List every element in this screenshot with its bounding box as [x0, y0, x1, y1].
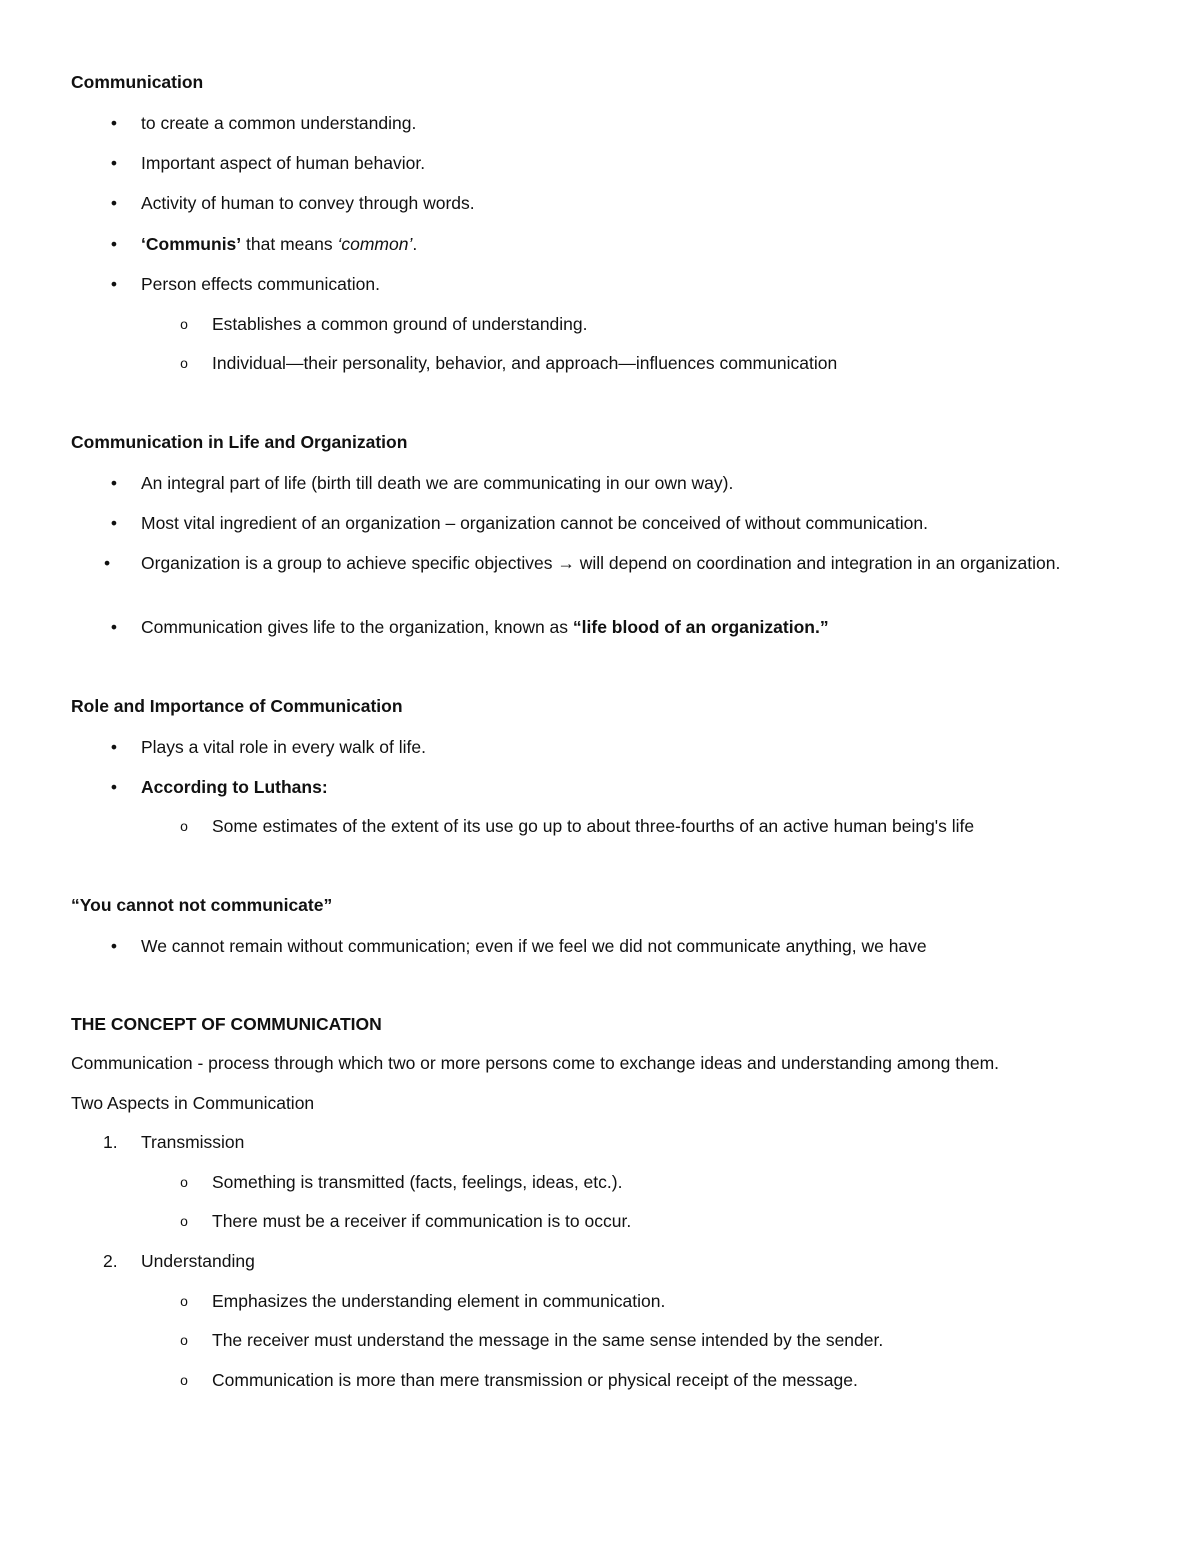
list-item: • Person effects communication. — [141, 273, 1130, 296]
sub-list-item: o Establishes a common ground of understanding. — [212, 313, 1130, 336]
section-heading-role-importance: Role and Importance of Communication — [71, 696, 403, 716]
bullet-icon: • — [110, 513, 118, 533]
sub-list-item: o There must be a receiver if communication is to occur. — [212, 1210, 1130, 1233]
list-item: • Organization is a group to achieve specific objectives → will depend on coordination and integration in an organization. — [104, 553, 1061, 573]
list-item: • Most vital ingredient of an organization – organization cannot be conceived of without communication. — [141, 512, 1130, 535]
bullet-icon: • — [110, 617, 118, 637]
list-item: • Important aspect of human behavior. — [141, 152, 1130, 175]
list-item: • Plays a vital role in every walk of life. — [141, 736, 1130, 759]
bullet-icon: • — [110, 274, 118, 294]
sub-list-item: o The receiver must understand the message in the same sense intended by the sender. — [212, 1329, 1130, 1352]
list-item: • ‘Communis’ that means ‘common’. — [141, 233, 1130, 256]
sub-bullet-icon: o — [180, 355, 188, 371]
list-number: 2. — [103, 1251, 118, 1271]
sub-bullet-icon: o — [180, 1372, 188, 1388]
bullet-icon: • — [104, 553, 111, 573]
list-number: 1. — [103, 1132, 118, 1152]
bullet-icon: • — [110, 193, 118, 213]
list-item: • Activity of human to convey through words. — [141, 192, 1130, 215]
sub-list-item: o Something is transmitted (facts, feelings, ideas, etc.). — [212, 1171, 1130, 1194]
sub-list-item: o Individual—their personality, behavior, and approach—influences communication — [212, 352, 1130, 375]
subheading-two-aspects: Two Aspects in Communication — [71, 1093, 315, 1113]
bullet-icon: • — [110, 473, 118, 493]
bullet-icon: • — [110, 113, 118, 133]
bullet-icon: • — [110, 936, 118, 956]
section-heading-concept: THE CONCEPT OF COMMUNICATION — [71, 1014, 382, 1034]
bullet-icon: • — [110, 234, 118, 254]
bullet-icon: • — [110, 737, 118, 757]
numbered-item: 2. Understanding — [103, 1251, 255, 1271]
sub-list-item: o Some estimates of the extent of its use go up to about three-fourths of an active human being's life — [212, 815, 1130, 838]
sub-bullet-icon: o — [180, 1174, 188, 1190]
sub-bullet-icon: o — [180, 1213, 188, 1229]
sub-bullet-icon: o — [180, 316, 188, 332]
bullet-icon: • — [110, 777, 118, 797]
numbered-item: 1. Transmission — [103, 1132, 245, 1152]
sub-list-item: o Communication is more than mere transmission or physical receipt of the message. — [212, 1369, 1130, 1392]
list-item: • We cannot remain without communication; even if we feel we did not communicate anything, we have — [141, 935, 1130, 958]
definition-paragraph: Communication - process through which two or more persons come to exchange ideas and understanding among them. — [71, 1053, 1000, 1073]
list-item: • to create a common understanding. — [141, 112, 1130, 135]
list-item: • According to Luthans: — [141, 776, 1130, 799]
section-heading-life-organization: Communication in Life and Organization — [71, 432, 408, 452]
sub-bullet-icon: o — [180, 1293, 188, 1309]
list-item: • Communication gives life to the organization, known as “life blood of an organization.” — [141, 616, 1130, 639]
list-item: • An integral part of life (birth till death we are communicating in our own way). — [141, 472, 1130, 495]
sub-bullet-icon: o — [180, 818, 188, 834]
section-heading-cannot-not-communicate: “You cannot not communicate” — [71, 895, 333, 915]
sub-bullet-icon: o — [180, 1332, 188, 1348]
bullet-icon: • — [110, 153, 118, 173]
section-heading-communication: Communication — [71, 72, 204, 92]
sub-list-item: o Emphasizes the understanding element in communication. — [212, 1290, 1130, 1313]
